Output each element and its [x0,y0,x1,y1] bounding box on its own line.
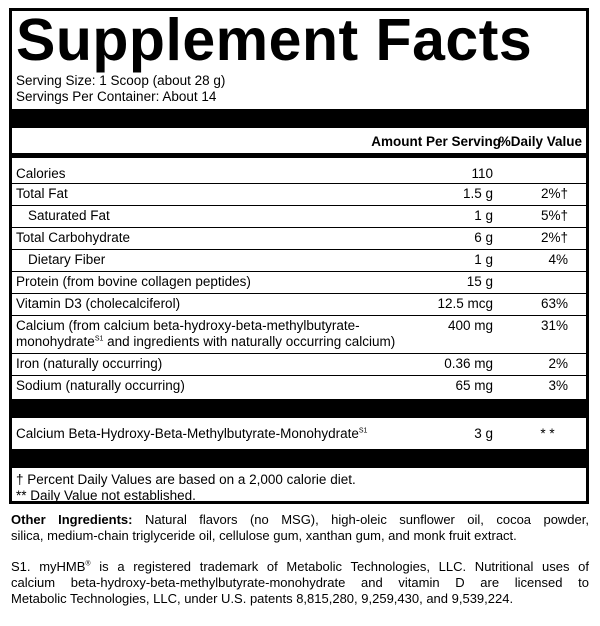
registered-mark: ® [85,560,91,568]
nutrient-name: Total Fat [16,186,68,201]
nutrient-amount: 110 [471,166,493,181]
nutrient-amount: 65 mg [455,378,493,393]
nutrient-name: Saturated Fat [28,208,110,223]
trademark-line2: calcium beta-hydroxy-beta-methylbutyrate-monohydrate and vitamin D are licensed to [11,575,589,590]
nutrient-name: Vitamin D3 (cholecalciferol) [16,296,181,311]
nutrient-daily-value: 4% [548,252,568,267]
nutrient-row [12,354,586,376]
footnote-dagger: † Percent Daily Values are based on a 2,000 calorie diet. [16,472,356,487]
nutrient-daily-value: 2%† [540,230,568,245]
nutrient-name: Calories [16,166,66,181]
nutrient-row [12,250,586,272]
trademark-note [11,559,589,607]
nutrient-row [12,376,586,397]
header-divider [12,153,586,158]
nutrient-row-calcium [12,316,586,354]
serving-size: Serving Size: 1 Scoop (about 28 g) [16,73,226,88]
hmb-amount: 3 g [474,426,493,441]
thick-divider-bottom [12,449,586,468]
hmb-name-text: Calcium Beta-Hydroxy-Beta-Methylbutyrate-Monohydrate [16,426,359,441]
footnote-not-established: ** Daily Value not established. [16,488,196,503]
supplement-facts-panel [9,8,589,504]
nutrient-row [12,206,586,228]
nutrient-amount: 15 g [466,274,493,289]
other-ingredients-line2: silica, medium-chain triglyceride oil, cellulose gum, xanthan gum, and monk fruit extract. [11,528,517,543]
other-ingredients-text: Natural flavors (no MSG), high-oleic sunflower oil, cocoa powder, [144,512,589,527]
nutrient-daily-value: 3% [548,378,568,393]
nutrient-daily-value: 63% [540,296,568,311]
nutrient-daily-value: 2%† [540,186,568,201]
nutrient-amount: 1.5 g [462,186,493,201]
nutrient-name-line2 [16,334,395,350]
nutrient-daily-value: 31% [540,318,568,333]
superscript-s1: S1 [358,427,368,435]
nutrient-row [12,272,586,294]
nutrient-amount: 1 g [474,252,493,267]
nutrient-amount: 6 g [474,230,493,245]
nutrient-name: Sodium (naturally occurring) [16,378,185,393]
nutrient-name: Protein (from bovine collagen peptides) [16,274,251,289]
trademark-line1 [11,559,589,575]
servings-per-container: Servings Per Container: About 14 [16,89,217,104]
nutrient-row [12,294,586,316]
nutrient-row [12,184,586,206]
nutrient-amount: 12.5 mcg [437,296,493,311]
nutrient-daily-value: 2% [548,356,568,371]
nutrient-amount: 400 mg [447,318,493,333]
hmb-row [12,424,586,444]
daily-value-header: %Daily Value [498,134,582,149]
thick-divider-middle [12,399,586,418]
amount-per-serving-header: Amount Per Serving [371,134,501,149]
trademark-text: is a registered trademark of Metabolic Technologies, LLC. Nutritional uses of [90,559,589,574]
column-header-row [12,134,586,151]
trademark-line3: Metabolic Technologies, LLC, under U.S. patents 8,815,280, 9,259,430, and 9,539,224. [11,591,514,606]
panel-title: Supplement Facts [16,7,533,73]
nutrient-name: Total Carbohydrate [16,230,131,245]
nutrient-amount: 1 g [474,208,493,223]
other-ingredients [11,512,589,544]
other-ingredients-label: Other Ingredients: [11,512,133,527]
nutrient-name-part: and ingredients with naturally occurring calcium) [103,334,396,349]
trademark-prefix: S1. myHMB [11,559,86,574]
other-ingredients-line1 [11,512,589,528]
nutrient-name-line1: Calcium (from calcium beta-hydroxy-beta-methylbutyrate- [16,318,360,333]
thick-divider-top [12,109,586,128]
nutrient-name: Iron (naturally occurring) [16,356,163,371]
nutrient-name-part: monohydrate [16,334,95,349]
hmb-daily-value: * * [540,426,555,441]
nutrient-row [12,228,586,250]
superscript-s1: S1 [94,335,104,343]
nutrient-name: Dietary Fiber [28,252,106,267]
nutrient-daily-value: 5%† [540,208,568,223]
nutrient-amount: 0.36 mg [444,356,493,371]
hmb-name [16,426,367,442]
nutrient-row [12,164,586,184]
